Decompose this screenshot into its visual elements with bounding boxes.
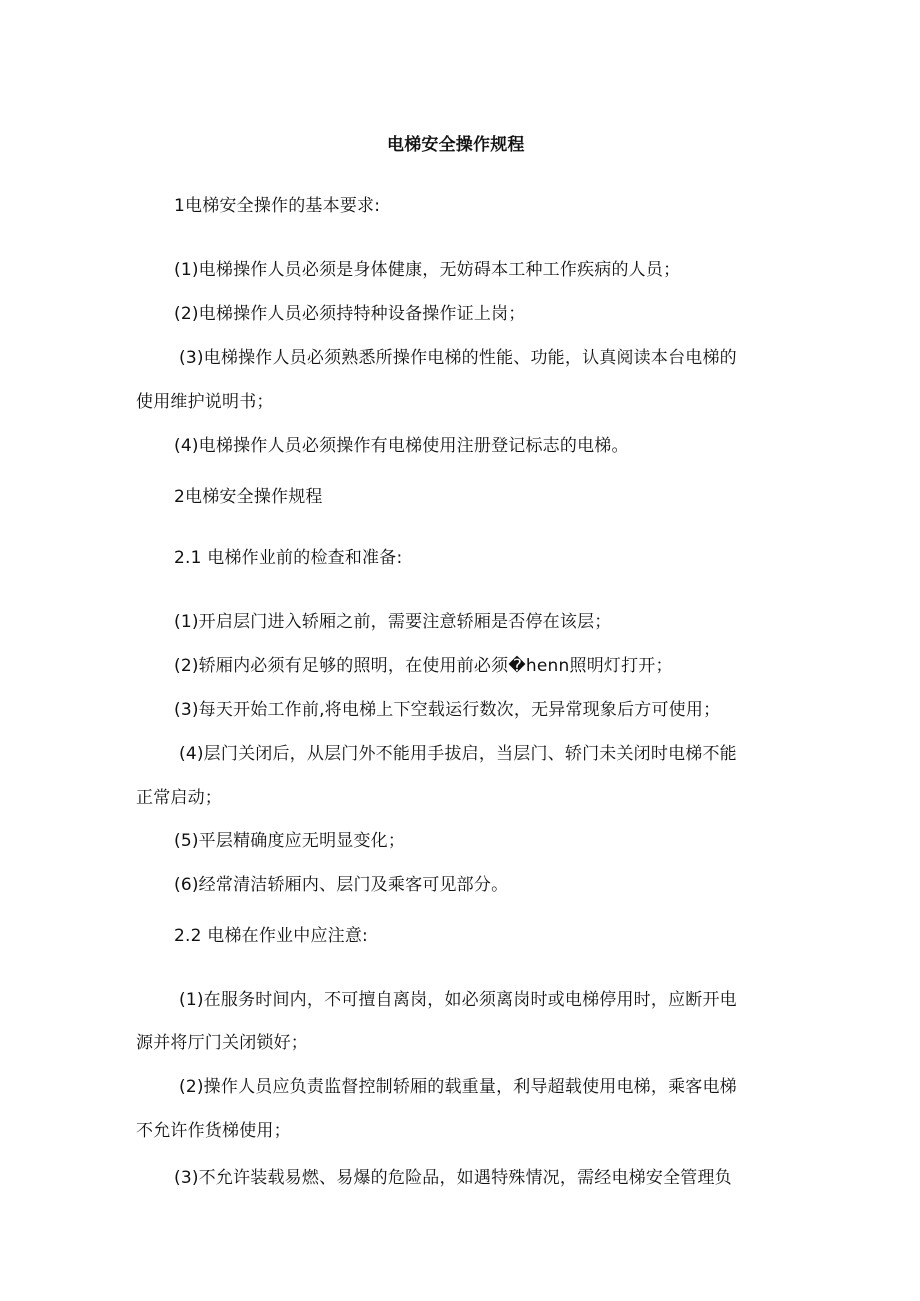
paragraph-line: (4)层门关闭后，从层门外不能用手拔启，当层门、轿门未关闭时电梯不能	[179, 744, 737, 764]
document-title: 电梯安全操作规程	[387, 135, 525, 155]
paragraph-line: 使用维护说明书；	[136, 392, 274, 412]
paragraph-line: (1)电梯操作人员必须是身体健康，无妨碍本工种工作疾病的人员；	[174, 260, 681, 280]
paragraph-line: (3)不允许装载易燃、易爆的危险品，如遇特殊情况，需经电梯安全管理负	[174, 1168, 732, 1188]
paragraph-line: 正常启动；	[136, 788, 222, 808]
paragraph-line: (1)在服务时间内，不可擅自离岗，如必须离岗时或电梯停用时，应断开电	[179, 990, 737, 1010]
section-heading-1: 1电梯安全操作的基本要求:	[174, 196, 381, 216]
paragraph-line: (6)经常清洁轿厢内、层门及乘客可见部分。	[174, 875, 509, 895]
section-heading-2: 2电梯安全操作规程	[174, 487, 323, 507]
paragraph-line: 源并将厅门关闭锁好；	[136, 1033, 308, 1053]
paragraph-line: (3)电梯操作人员必须熟悉所操作电梯的性能、功能，认真阅读本台电梯的	[179, 348, 737, 368]
subsection-heading-2-1: 2.1 电梯作业前的检查和准备:	[174, 548, 403, 568]
paragraph-line: (1)开启层门进入轿厢之前，需要注意轿厢是否停在该层；	[174, 612, 612, 632]
paragraph-line: 不允许作货梯使用；	[136, 1121, 291, 1141]
paragraph-line: (3)每天开始工作前,将电梯上下空载运行数次，无异常现象后方可使用；	[174, 700, 721, 720]
paragraph-line: (2)电梯操作人员必须持特种设备操作证上岗；	[174, 304, 526, 324]
subsection-heading-2-2: 2.2 电梯在作业中应注意:	[174, 926, 368, 946]
paragraph-line: (2)操作人员应负责监督控制轿厢的载重量，利导超载使用电梯，乘客电梯	[179, 1077, 737, 1097]
paragraph-line: (2)轿厢内必须有足够的照明，在使用前必须�henn照明灯打开；	[174, 656, 673, 676]
paragraph-line: (5)平层精确度应无明显变化；	[174, 831, 406, 851]
paragraph-line: (4)电梯操作人员必须操作有电梯使用注册登记标志的电梯。	[174, 436, 629, 456]
